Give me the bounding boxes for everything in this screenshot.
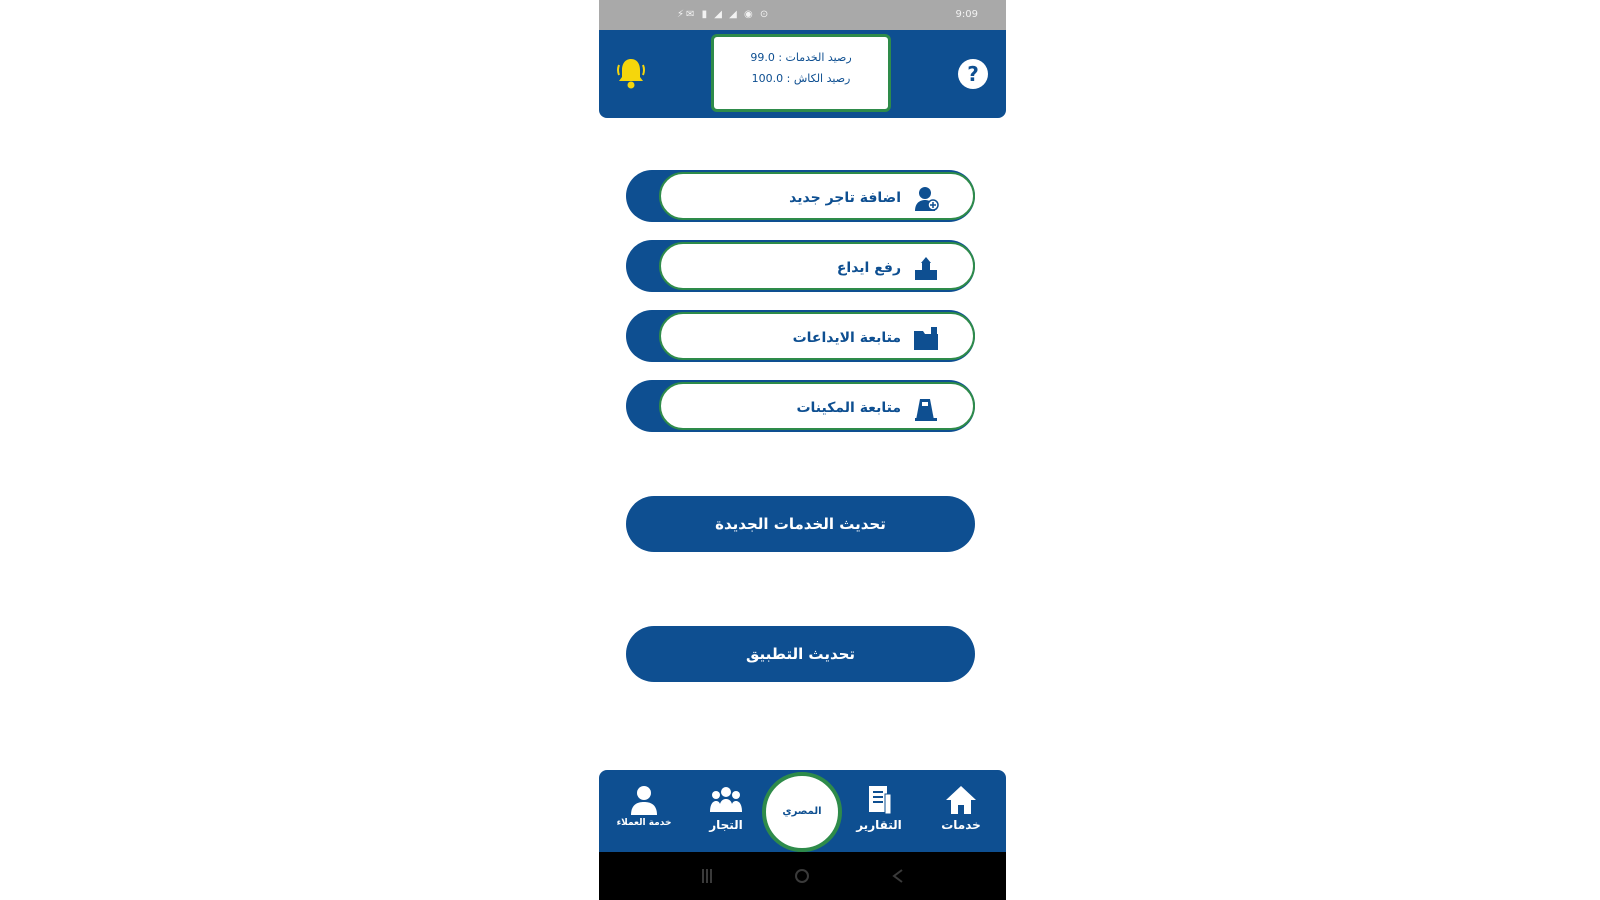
android-nav-bar bbox=[599, 852, 1006, 900]
reports-icon bbox=[863, 784, 895, 816]
app-header bbox=[599, 30, 1006, 118]
nav-label: خدمة العملاء bbox=[616, 818, 672, 828]
menu-track-machines-button[interactable] bbox=[626, 380, 975, 432]
group-icon bbox=[710, 784, 742, 816]
menu-pill bbox=[659, 242, 975, 290]
bottom-nav bbox=[599, 770, 1006, 852]
home-button-icon[interactable] bbox=[793, 867, 811, 885]
menu-pill bbox=[659, 382, 975, 430]
recent-apps-icon[interactable] bbox=[698, 867, 716, 885]
back-icon[interactable] bbox=[889, 867, 907, 885]
menu-add-merchant-button[interactable] bbox=[626, 170, 975, 222]
nav-label: التقارير bbox=[856, 818, 902, 832]
menu-label: متابعة الايداعات bbox=[792, 330, 901, 346]
nav-merchants[interactable] bbox=[691, 780, 761, 844]
menu-upload-deposit-button[interactable] bbox=[626, 240, 975, 292]
status-time: 9:09 bbox=[955, 9, 978, 20]
person-icon bbox=[628, 784, 660, 816]
status-bar bbox=[599, 0, 1006, 30]
menu-label: متابعة المكينات bbox=[796, 400, 901, 416]
menu-track-deposits-button[interactable] bbox=[626, 310, 975, 362]
nav-services[interactable] bbox=[926, 780, 996, 844]
update-app-button[interactable]: تحديث التطبيق bbox=[626, 626, 975, 682]
service-balance: رصيد الخدمات : 99.0 bbox=[750, 51, 852, 64]
menu-pill bbox=[659, 172, 975, 220]
upload-deposit-icon bbox=[913, 256, 939, 282]
help-icon[interactable]: ? bbox=[958, 59, 988, 89]
update-services-button[interactable]: تحديث الخدمات الجديدة bbox=[626, 496, 975, 552]
phone-screen bbox=[599, 0, 1006, 900]
menu-label: اضافة تاجر جديد bbox=[789, 190, 901, 206]
home-icon bbox=[945, 784, 977, 816]
status-icons: ⚡✉ ▮ ◢ ◢ ◉ ⊙ bbox=[677, 9, 771, 20]
nav-reports[interactable] bbox=[844, 780, 914, 844]
add-user-icon bbox=[913, 186, 939, 212]
logo-text: المصري bbox=[782, 806, 822, 817]
deposits-folder-icon bbox=[913, 326, 939, 352]
cash-balance: رصيد الكاش : 100.0 bbox=[751, 72, 851, 85]
nav-label: خدمات bbox=[941, 818, 981, 832]
center-logo-button[interactable] bbox=[762, 772, 842, 852]
machine-icon bbox=[913, 396, 939, 422]
bell-icon[interactable] bbox=[616, 56, 646, 90]
menu-pill bbox=[659, 312, 975, 360]
balance-card bbox=[711, 34, 891, 112]
nav-customer-service[interactable] bbox=[609, 780, 679, 844]
nav-label: التجار bbox=[709, 818, 743, 832]
menu-label: رفع ايداع bbox=[836, 260, 901, 276]
